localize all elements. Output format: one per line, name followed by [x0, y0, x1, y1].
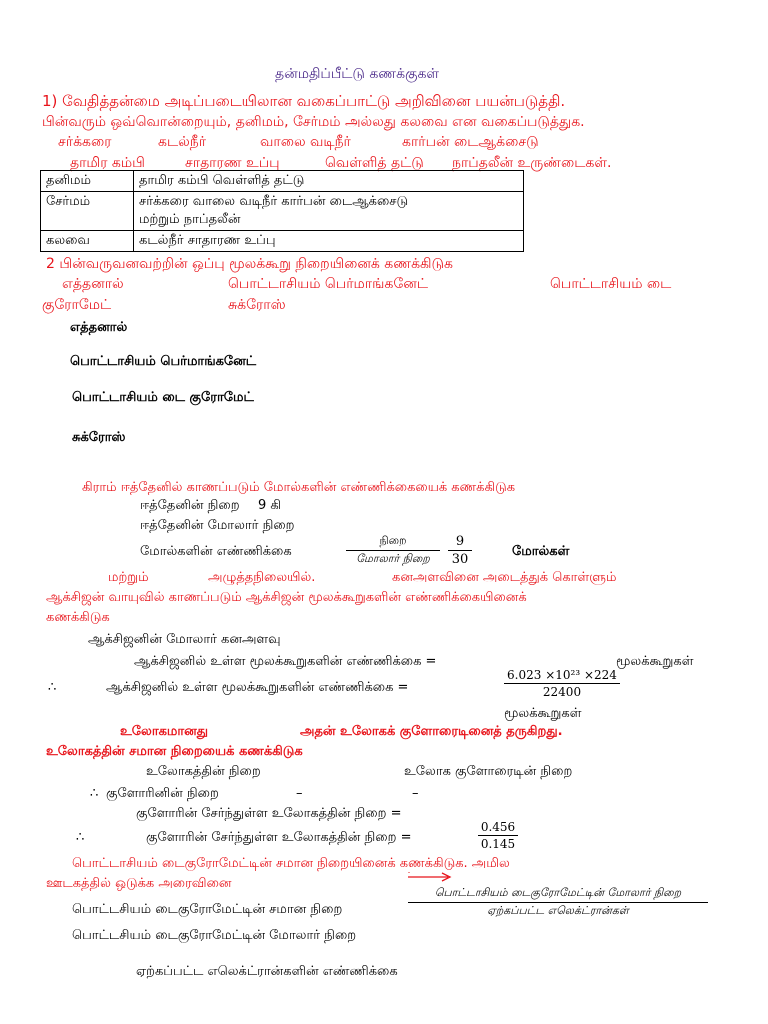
q1-item-distilled-water: வாலை வடிநீர் — [260, 134, 351, 150]
q2-option-sucrose: சுக்ரோஸ் — [228, 297, 286, 313]
table-row — [41, 192, 524, 231]
q6-frac-den: ஏற்கப்பட்ட எலெக்ட்ரான்கள் — [487, 904, 629, 917]
q5-frac-den: 0.145 — [480, 837, 516, 851]
table-value-element: தாமிர கம்பி வெள்ளித் தட்டு — [134, 171, 524, 192]
table-value-mixture: கடல்நீர் சாதாரண உப்பு — [134, 231, 524, 252]
q3-value-fraction — [448, 534, 472, 567]
q4-line2: ஆக்சிஜன் வாயுவில் காணப்படும் ஆக்சிஜன் மூலக்கூறுகளின் எண்ணிக்கையினைக் — [46, 590, 527, 605]
q4-line1-part1: மற்றும் — [108, 570, 149, 585]
q1-heading: 1) வேதித்தன்மை அடிப்படையிலான வகைப்பாட்டு அறிவினை பயன்படுத்தி. — [42, 92, 566, 110]
q3-mass-label: ஈத்தேனின் நிறை — [140, 498, 240, 513]
table-row — [41, 171, 524, 192]
table-key-element: தனிமம் — [41, 171, 134, 192]
table-value-compound-line1: சர்க்கரை வாலை வடிநீர் கார்பன் டைஆக்சைடு — [139, 194, 409, 209]
q6-eq-mass-label: பொட்டசியம் டைகுரோமேட்டின் சமான நிறை — [72, 902, 343, 917]
page-title: தன்மதிப்பீட்டு கணக்குகள் — [275, 66, 440, 82]
therefore-icon: ∴ — [48, 680, 57, 695]
q6-electrons-label: ஏற்கப்பட்ட எலெக்ட்ரான்களின் எண்ணிக்கை — [136, 964, 398, 979]
q2-option-kmno4: பொட்டாசியம் பெர்மாங்கனேட் — [228, 276, 428, 292]
q6-heading: பொட்டாசியம் டைகுரோமேட்டின் சமான நிறையினைக் கணக்கிடுக. அமில — [72, 856, 510, 871]
q5-combine-label-2: குளோரின் சேர்ந்துள்ள உலோகத்தின் நிறை = — [146, 830, 412, 845]
q5-frac-num: 0.456 — [478, 820, 518, 836]
q4-line1-part2: அழுத்தநிலையில். — [208, 570, 316, 585]
classification-table — [40, 170, 524, 252]
q4-molecules-label: ஆக்சிஜனில் உள்ள மூலக்கூறுகளின் எண்ணிக்கை = — [134, 654, 437, 669]
q5-combine-label: குளோரின் சேர்ந்துள்ள உலோகத்தின் நிறை = — [136, 806, 402, 821]
q4-line1-part3: கனஅளவினை அடைத்துக் கொள்ளும் — [392, 570, 617, 585]
q1-item-silver-plate: வெள்ளித் தட்டு — [325, 155, 424, 171]
q1-item-naphthalene: நாப்தலீன் உருண்டைகள். — [452, 155, 612, 171]
q3-moles-label: மோல்களின் எண்ணிக்கை — [140, 544, 292, 559]
q2-answer-ethanol: எத்தனால் — [70, 320, 128, 335]
q4-frac-num: 6.023 ×10²³ ×224 — [504, 668, 620, 684]
q1-item-seawater: கடல்நீர் — [158, 134, 207, 150]
q2-option-ethanol: எத்தனால் — [62, 276, 124, 292]
q3-heading: கிராம் ஈத்தேனில் காணப்படும் மோல்களின் எண்ணிக்கையைக் கணக்கிடுக — [82, 480, 516, 495]
q3-frac-den: மோலார் நிறை — [356, 552, 430, 565]
q5-dash-2: – — [412, 786, 419, 801]
reaction-arrow-icon — [406, 872, 456, 882]
q3-unit: மோல்கள் — [512, 544, 570, 559]
q1-instruction: பின்வரும் ஒவ்வொன்றையும், தனிமம், சேர்மம் அல்லது கலவை என வகைப்படுத்துக. — [42, 114, 585, 130]
q2-answer-k2cr2o7: பொட்டாசியம் டை குரோமேட் — [72, 390, 254, 405]
table-key-mixture: கலவை — [41, 231, 134, 252]
q5-chloride-mass: உலோக குளோரைடின் நிறை — [404, 764, 573, 779]
q4-molar-volume-label: ஆக்சிஜனின் மோலார் கனஅளவு — [88, 632, 281, 647]
q4-frac-den: 22400 — [542, 685, 582, 699]
q6-molar-mass-label: பொட்டசியம் டைகுரோமேட்டின் மோலார் நிறை — [72, 928, 357, 943]
q2-heading: 2 பின்வருவனவற்றின் ஒப்பு மூலக்கூறு நிறையினைக் கணக்கிடுக — [46, 256, 453, 272]
q4-molecules-unit: மூலக்கூறுகள் — [616, 654, 694, 669]
q4-line3: கணக்கிடுக — [46, 610, 110, 625]
q3-frac2-num: 9 — [448, 534, 472, 551]
q5-line1-part1: உலோகமானது — [120, 724, 209, 739]
q4-fraction — [504, 668, 620, 699]
table-key-compound: சேர்மம் — [41, 192, 134, 231]
q3-mass-value: 9 கி — [258, 498, 282, 513]
q4-result-unit: மூலக்கூறுகள் — [504, 706, 582, 721]
q1-item-copper-wire: தாமிர கம்பி — [70, 155, 145, 171]
table-value-compound — [134, 192, 524, 231]
q2-option-k2cr2o7-part1: பொட்டாசியம் டை — [550, 276, 672, 292]
q1-item-sugar: சர்க்கரை — [58, 134, 112, 150]
table-row — [41, 231, 524, 252]
q4-result-label: ஆக்சிஜனில் உள்ள மூலக்கூறுகளின் எண்ணிக்கை = — [106, 680, 409, 695]
q6-frac-num: பொட்டாசியம் டைகுரோமேட்டின் மோலார் நிறை — [408, 886, 708, 903]
q5-chlorine-mass: குளோரினின் நிறை — [106, 786, 219, 801]
therefore-icon: ∴ — [90, 786, 99, 801]
q5-fraction — [478, 820, 518, 851]
q2-answer-sucrose: சுக்ரோஸ் — [72, 430, 126, 445]
table-value-compound-line2: மற்றும் நாப்தலீன் — [139, 212, 241, 227]
q3-formula-fraction — [346, 534, 440, 567]
q5-metal-mass: உலோகத்தின் நிறை — [146, 764, 261, 779]
q5-line2: உலோகத்தின் சமான நிறையைக் கணக்கிடுக — [46, 744, 303, 759]
q3-molar-mass-label: ஈத்தேனின் மோலார் நிறை — [140, 518, 295, 533]
q5-line1-part2: அதன் உலோகக் குளோரைடினைத் தருகிறது. — [300, 724, 563, 739]
q6-fraction — [408, 886, 708, 919]
q5-dash-1: – — [296, 786, 303, 801]
q2-option-k2cr2o7-part2: குரோமேட் — [42, 297, 112, 313]
q2-answer-kmno4: பொட்டாசியம் பெர்மாங்கனேட் — [70, 354, 257, 369]
q1-item-common-salt: சாதாரண உப்பு — [185, 155, 280, 171]
therefore-icon: ∴ — [76, 830, 85, 845]
q3-frac-num: நிறை — [346, 534, 440, 551]
q6-line2: ஊடகத்தில் ஒடுக்க அரைவினை — [46, 876, 232, 891]
q3-frac2-den: 30 — [451, 552, 469, 567]
q1-item-co2: கார்பன் டைஆக்சைடு — [402, 134, 539, 150]
